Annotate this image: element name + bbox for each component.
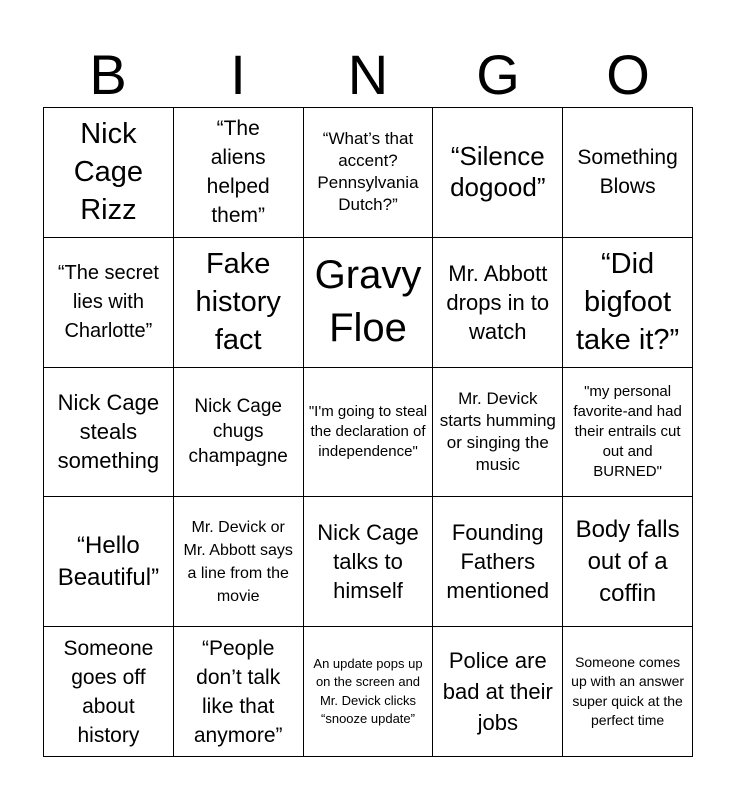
cell-text: Nick Cage chugs champagne [188,396,288,468]
bingo-cell[interactable] [44,368,174,498]
bingo-cell[interactable] [174,497,304,627]
bingo-cell[interactable] [563,368,693,498]
cell-text: Nick Cage talks to himself [317,520,419,604]
bingo-cell[interactable] [174,108,304,238]
cell-text: Mr. Abbott drops in to watch [446,260,550,344]
bingo-cell[interactable] [44,497,174,627]
bingo-cell[interactable] [304,368,434,498]
bingo-cell[interactable] [44,108,174,238]
bingo-cell[interactable] [433,108,563,238]
cell-text: Something Blows [577,146,678,199]
cell-text: "I'm going to steal the declaration of independence" [308,402,428,460]
bingo-cell[interactable] [304,108,434,238]
cell-text: “What’s that accent? Pennsylvania Dutch?” [317,129,419,215]
cell-text: Nick Cage Rizz [73,118,144,227]
bingo-cell[interactable] [174,627,304,757]
bingo-cell[interactable] [44,627,174,757]
bingo-cell[interactable] [563,497,693,627]
bingo-cell[interactable] [174,368,304,498]
cell-text: An update pops up on the screen and Mr. Devick clicks “snooze update” [313,655,423,727]
cell-text: "my personal favorite-and had their entrails cut out and BURNED" [573,382,682,480]
bingo-cell[interactable] [433,627,563,757]
bingo-cell[interactable] [304,627,434,757]
header-letter-n: N [347,43,389,106]
cell-text: Police are bad at their jobs [442,648,553,736]
cell-text: Someone comes up with an answer super quick at the perfect time [571,653,685,729]
cell-text: Gravy Floe [314,253,422,351]
bingo-cell[interactable] [174,238,304,368]
cell-text: “The aliens helped them” [206,117,270,228]
cell-text: Someone goes off about history [63,636,154,747]
bingo-cell[interactable] [433,238,563,368]
bingo-cell[interactable] [304,497,434,627]
bingo-cell[interactable] [563,108,693,238]
cell-text: “Silence dogood” [450,141,546,203]
cell-text: Body falls out of a coffin [575,515,680,607]
bingo-header [43,44,693,106]
bingo-cell[interactable] [563,238,693,368]
bingo-cell[interactable] [44,238,174,368]
header-letter-g: G [476,43,520,106]
bingo-cell[interactable] [563,627,693,757]
cell-text: Nick Cage steals something [57,390,160,474]
header-letter-b: B [89,43,127,106]
cell-text: Mr. Devick or Mr. Abbott says a line from the movie [183,518,293,605]
bingo-cell[interactable] [433,497,563,627]
cell-text: Fake history fact [195,248,281,357]
bingo-cell[interactable] [304,238,434,368]
bingo-grid [43,107,693,757]
cell-text: “People don’t talk like that anymore” [193,636,283,747]
header-letter-o: O [606,43,650,106]
cell-text: Founding Fathers mentioned [446,520,550,604]
cell-text: “The secret lies with Charlotte” [57,261,159,342]
cell-text: “Did bigfoot take it?” [576,248,680,357]
cell-text: “Hello Beautiful” [57,531,160,591]
header-letter-i: I [230,43,246,106]
cell-text: Mr. Devick starts humming or singing the music [439,388,556,474]
bingo-cell[interactable] [433,368,563,498]
